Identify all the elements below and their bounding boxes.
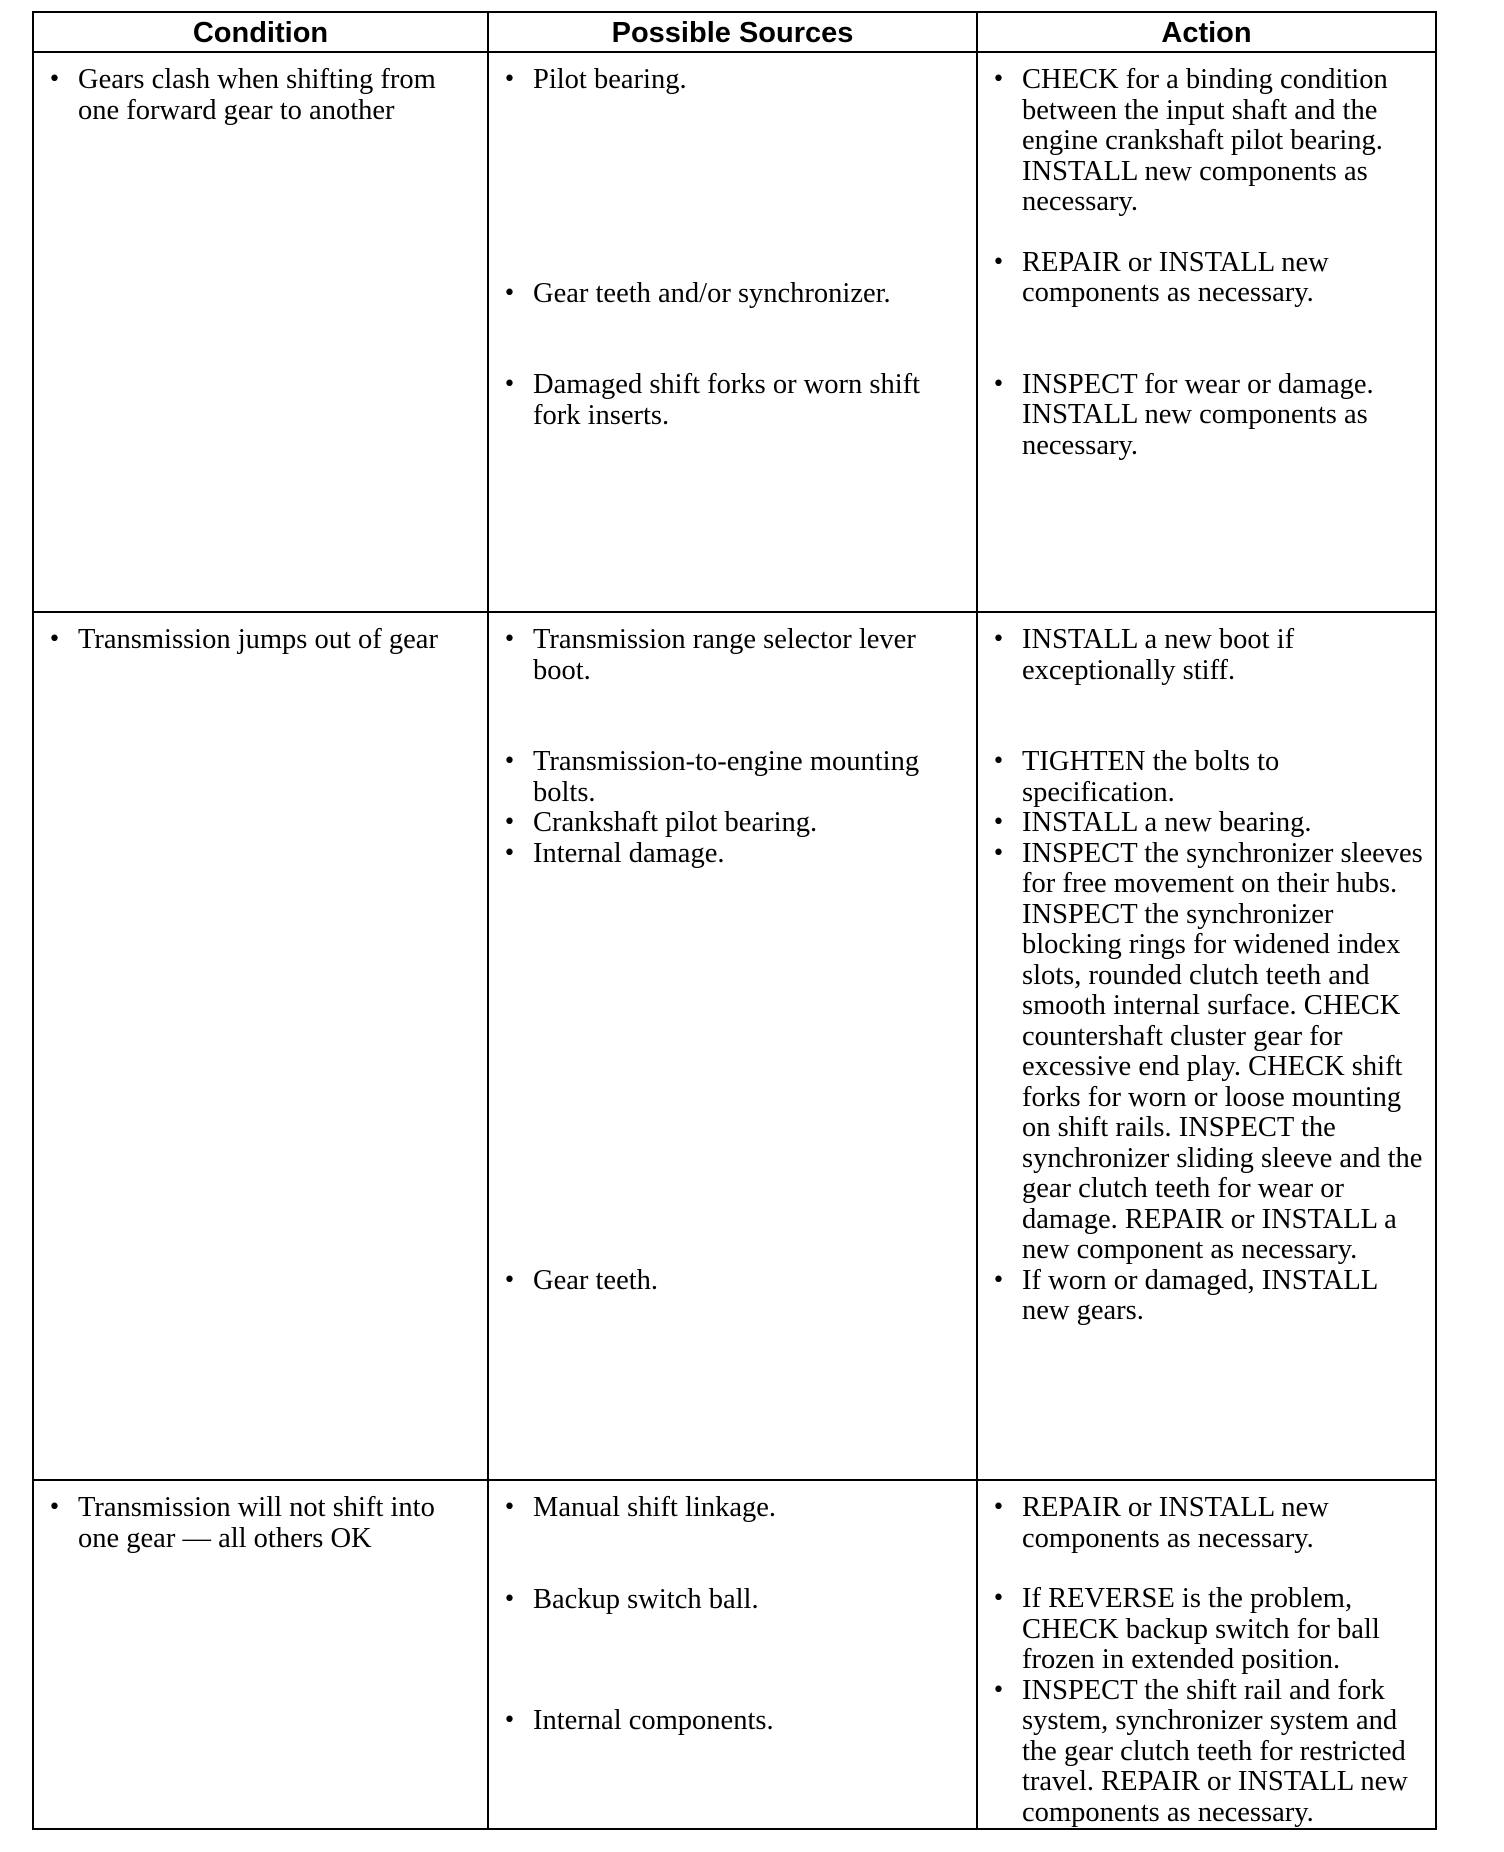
source-item: • Transmission-to-engine mounting bolts.	[489, 747, 976, 808]
action-item: • CHECK for a binding condition between the input shaft and the engine crankshaft pilot bearing. INSTALL new components as necessary.	[978, 65, 1435, 218]
action-item: • TIGHTEN the bolts to specification.	[978, 747, 1435, 808]
bullet-icon: •	[503, 840, 516, 866]
header-action: Action	[977, 12, 1436, 52]
source-item: • Backup switch ball.	[489, 1585, 976, 1616]
condition-item: • Transmission will not shift into one gear — all others OK	[34, 1493, 487, 1554]
bullet-icon: •	[503, 1268, 516, 1293]
bullet-icon: •	[48, 67, 61, 92]
bullet-icon: •	[503, 67, 516, 92]
bullet-icon: •	[48, 627, 61, 652]
condition-item: • Transmission jumps out of gear	[34, 625, 487, 656]
header-row	[33, 12, 1436, 52]
bullet-icon: •	[992, 627, 1005, 652]
bullet-icon: •	[503, 810, 516, 835]
bullet-icon: •	[992, 371, 1005, 397]
bullet-icon: •	[503, 1586, 516, 1612]
action-item: • INSPECT the synchronizer sleeves for free movement on their hubs. INSPECT the synchronizer blocking rings for widened index slots, rounded clutch teeth and smooth internal surface. CHECK countershaft cluster gear for excessive end play. CHECK shift forks for worn or loose mounting on shift rails. INSPECT the synchronizer sliding sleeve and the gear clutch teeth for wear or damage. REPAIR or INSTALL a new component as necessary.	[978, 839, 1435, 1266]
action-item: • INSPECT for wear or damage. INSTALL new components as necessary.	[978, 370, 1435, 462]
bullet-icon: •	[503, 372, 516, 397]
action-item: • REPAIR or INSTALL new components as necessary.	[978, 248, 1435, 309]
source-item: • Gear teeth.	[489, 1266, 976, 1297]
table-row	[33, 612, 1436, 1480]
action-item: • If worn or damaged, INSTALL new gears.	[978, 1266, 1435, 1327]
source-item: • Gear teeth and/or synchronizer.	[489, 279, 976, 310]
bullet-icon: •	[992, 1586, 1005, 1611]
bullet-icon: •	[992, 749, 1005, 774]
bullet-icon: •	[48, 1495, 61, 1520]
bullet-icon: •	[992, 1677, 1005, 1703]
source-item: • Internal components.	[489, 1706, 976, 1737]
source-item: • Internal damage.	[489, 839, 976, 870]
diagnosis-table	[32, 11, 1437, 1830]
condition-cell	[33, 52, 488, 612]
bullet-icon: •	[503, 1495, 516, 1520]
condition-cell	[33, 1480, 488, 1829]
bullet-icon: •	[503, 627, 516, 652]
sources-cell	[488, 1480, 977, 1829]
source-item: • Crankshaft pilot bearing.	[489, 808, 976, 839]
bullet-icon: •	[503, 280, 516, 306]
condition-cell	[33, 612, 488, 1480]
bullet-icon: •	[992, 67, 1005, 92]
table-row	[33, 1480, 1436, 1829]
action-item: • INSPECT the shift rail and fork system, synchronizer system and the gear clutch teeth for restricted travel. REPAIR or INSTALL new components as necessary.	[978, 1676, 1435, 1829]
bullet-icon: •	[503, 1708, 516, 1733]
table-row	[33, 52, 1436, 612]
sources-cell	[488, 52, 977, 612]
action-item: • INSTALL a new bearing.	[978, 808, 1435, 839]
action-cell	[977, 52, 1436, 612]
sources-cell	[488, 612, 977, 1480]
action-item: • INSTALL a new boot if exceptionally stiff.	[978, 625, 1435, 686]
source-item: • Pilot bearing.	[489, 65, 976, 96]
bullet-icon: •	[992, 840, 1005, 866]
action-cell	[977, 1480, 1436, 1829]
action-item: • If REVERSE is the problem, CHECK backup switch for ball frozen in extended position.	[978, 1584, 1435, 1676]
header-condition: Condition	[33, 12, 488, 52]
condition-item: • Gears clash when shifting from one forward gear to another	[34, 65, 487, 126]
bullet-icon: •	[992, 249, 1005, 275]
bullet-icon: •	[992, 1267, 1005, 1293]
bullet-icon: •	[992, 810, 1005, 835]
source-item: • Transmission range selector lever boot.	[489, 625, 976, 686]
source-item: • Damaged shift forks or worn shift fork inserts.	[489, 370, 976, 431]
bullet-icon: •	[992, 1495, 1005, 1520]
bullet-icon: •	[503, 749, 516, 774]
action-item: • REPAIR or INSTALL new components as necessary.	[978, 1493, 1435, 1554]
action-cell	[977, 612, 1436, 1480]
header-possible-sources: Possible Sources	[488, 12, 977, 52]
source-item: • Manual shift linkage.	[489, 1493, 976, 1524]
